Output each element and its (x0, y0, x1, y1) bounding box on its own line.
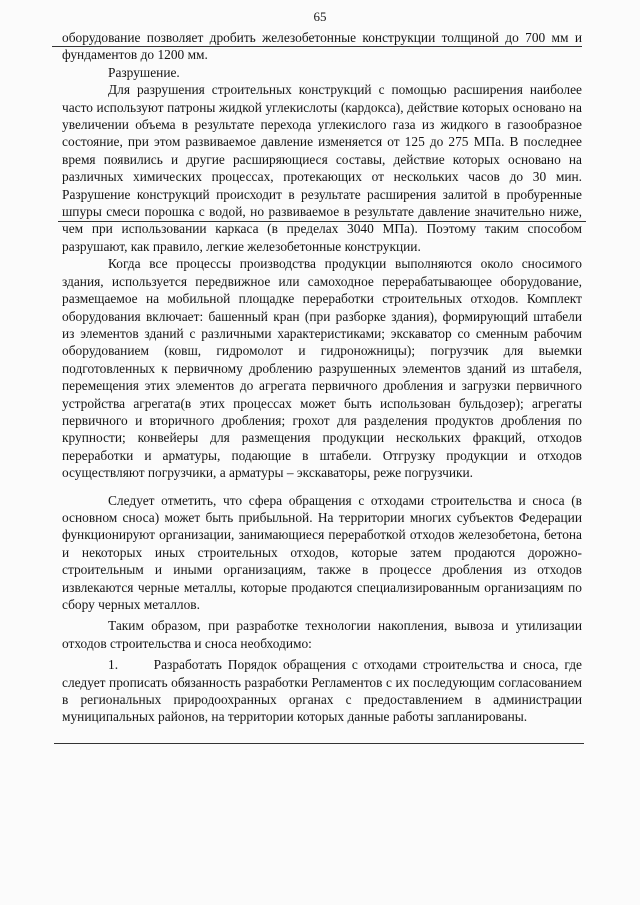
paragraph-conclusion: Таким образом, при разработке технологии накопления, вывоза и утилизации отходов строительства и сноса необходимо: (62, 618, 582, 651)
paragraph-on-site-processing: Когда все процессы производства продукции выполняются около сносимого здания, используется передвижное или самоходное перерабатывающее оборудование, размещаемое на мобильной площадке переработки строительных отходов. Комплект оборудования включает: башенный кран (при разборке здания), формирующий штабели из элементов зданий с различными характеристиками; экскаватор со сменным рабочим оборудованием (ковш, гидромолот и гидроножницы); погрузчик для выемки подготовленных к первичному дроблению разрушенных элементов зданий из штабеля, перемещения этих элементов до агрегата первичного дробления и загрузки первичного устройства агрегата(в этих процессах может быть использован бульдозер); агрегаты первичного и вторичного дробления; грохот для разделения продуктов дробления по крупности; конвейеры для размещения продукции нескольких фракций, отходов переработки и арматуры, подающие в штабели. Отгрузку продукции и отходов осуществляют погрузчики, а арматуры – экскаваторы, реже погрузчики. (62, 256, 582, 481)
document-body (62, 29, 582, 726)
list-item-1: 1. Разработать Порядок обращения с отходами строительства и сноса, где следует прописать обязанность разработки Регламентов с их последующим согласованием в региональных природоохранных органах с предоставлением в администрации муниципальных районов, на территории которых данные работы запланированы. (62, 657, 582, 725)
paragraph-expansion-method: Для разрушения строительных конструкций с помощью расширения наиболее часто используют патроны жидкой углекислоты (кардокса), действие которых основано на увеличении объема в результате перехода углекислого газа из жидкого в газообразное состояние, при этом развиваемое давление изменяется от 125 до 275 МПа. В последнее время появились и другие расширяющиеся составы, действие которых основано на различных химических процессах, протекающих от нескольких часов до 30 мин. Разрушение конструкций происходит в результате расширения залитой в пробуренные шпуры смеси порошка с водой, но развиваемое в результате давление значительно ниже, чем при использовании каркаса (в пределах 3040 МПа). Поэтому таким способом разрушают, как правило, легкие железобетонные конструкции. (62, 82, 582, 254)
page-number: 65 (313, 9, 327, 24)
paragraph-continuation: оборудование позволяет дробить железобетонные конструкции толщиной до 700 мм и фундаментов до 1200 мм. (62, 30, 582, 63)
section-heading-destruction: Разрушение. (108, 64, 180, 80)
scan-rule-lower (54, 743, 584, 744)
paragraph-profitability: Следует отметить, что сфера обращения с отходами строительства и сноса (в основном сноса) может быть прибыльной. На территории многих субъектов Федерации функционируют организации, занимающиеся переработкой отходов железобетона, бетона и некоторых иных строительных отходов, которые затем продаются дорожно-строительным и иными организациям, также в процессе дробления из отходов извлекаются черные металлы, которые продаются специализированным организациям по сбору черных металлов. (62, 492, 582, 612)
